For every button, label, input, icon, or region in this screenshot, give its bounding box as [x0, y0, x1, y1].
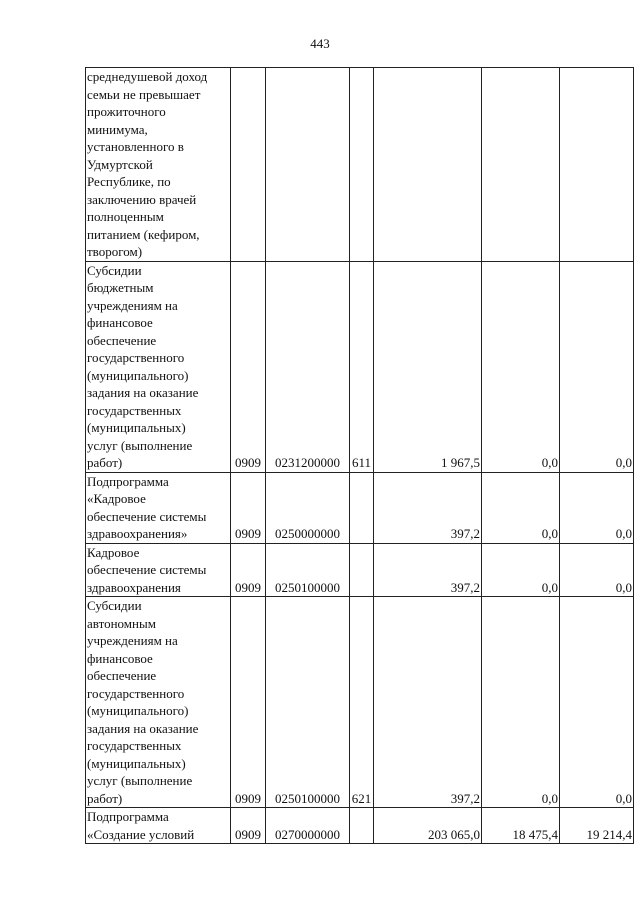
row-name-cell: Субсидии автономным учреждениям на финансовое обеспечение государственного (муниципального) задания на оказание государственных (муниципальных) услуг (выполнение работ) — [86, 597, 231, 808]
section-code-cell — [231, 68, 266, 262]
target-article-cell: 0250000000 — [266, 472, 350, 543]
target-article-cell: 0250100000 — [266, 543, 350, 597]
section-code-cell: 0909 — [231, 472, 266, 543]
table-row — [86, 261, 634, 472]
amount-year1-cell: 203 065,0 — [374, 808, 482, 844]
amount-year1-cell: 397,2 — [374, 597, 482, 808]
row-name-cell: Подпрограмма «Создание условий — [86, 808, 231, 844]
amount-year1-cell: 397,2 — [374, 543, 482, 597]
expense-type-cell — [350, 472, 374, 543]
expense-type-cell: 621 — [350, 597, 374, 808]
amount-year3-cell: 0,0 — [560, 261, 634, 472]
budget-table — [85, 67, 634, 844]
section-code-cell: 0909 — [231, 808, 266, 844]
target-article-cell: 0270000000 — [266, 808, 350, 844]
amount-year2-cell: 0,0 — [482, 472, 560, 543]
amount-year2-cell: 18 475,4 — [482, 808, 560, 844]
table-row — [86, 808, 634, 844]
amount-year3-cell: 0,0 — [560, 597, 634, 808]
section-code-cell: 0909 — [231, 261, 266, 472]
target-article-cell: 0231200000 — [266, 261, 350, 472]
amount-year3-cell — [560, 68, 634, 262]
table-row — [86, 68, 634, 262]
section-code-cell: 0909 — [231, 543, 266, 597]
target-article-cell: 0250100000 — [266, 597, 350, 808]
amount-year2-cell: 0,0 — [482, 597, 560, 808]
amount-year1-cell — [374, 68, 482, 262]
amount-year1-cell: 1 967,5 — [374, 261, 482, 472]
target-article-cell — [266, 68, 350, 262]
amount-year2-cell — [482, 68, 560, 262]
amount-year3-cell: 19 214,4 — [560, 808, 634, 844]
expense-type-cell — [350, 808, 374, 844]
table-row — [86, 472, 634, 543]
section-code-cell: 0909 — [231, 597, 266, 808]
amount-year2-cell: 0,0 — [482, 261, 560, 472]
expense-type-cell — [350, 543, 374, 597]
row-name-cell: среднедушевой доход семьи не превышает прожиточного минимума, установленного в Удмуртской Республике, по заключению врачей полноценным питанием (кефиром, творогом) — [86, 68, 231, 262]
amount-year3-cell: 0,0 — [560, 472, 634, 543]
row-name-cell: Субсидии бюджетным учреждениям на финансовое обеспечение государственного (муниципального) задания на оказание государственных (муниципальных) услуг (выполнение работ) — [86, 261, 231, 472]
row-name-cell: Кадровое обеспечение системы здравоохранения — [86, 543, 231, 597]
expense-type-cell — [350, 68, 374, 262]
row-name-cell: Подпрограмма «Кадровое обеспечение системы здравоохранения» — [86, 472, 231, 543]
amount-year1-cell: 397,2 — [374, 472, 482, 543]
amount-year3-cell: 0,0 — [560, 543, 634, 597]
table-row — [86, 597, 634, 808]
page-number: 443 — [310, 36, 330, 51]
expense-type-cell: 611 — [350, 261, 374, 472]
table-row — [86, 543, 634, 597]
amount-year2-cell: 0,0 — [482, 543, 560, 597]
